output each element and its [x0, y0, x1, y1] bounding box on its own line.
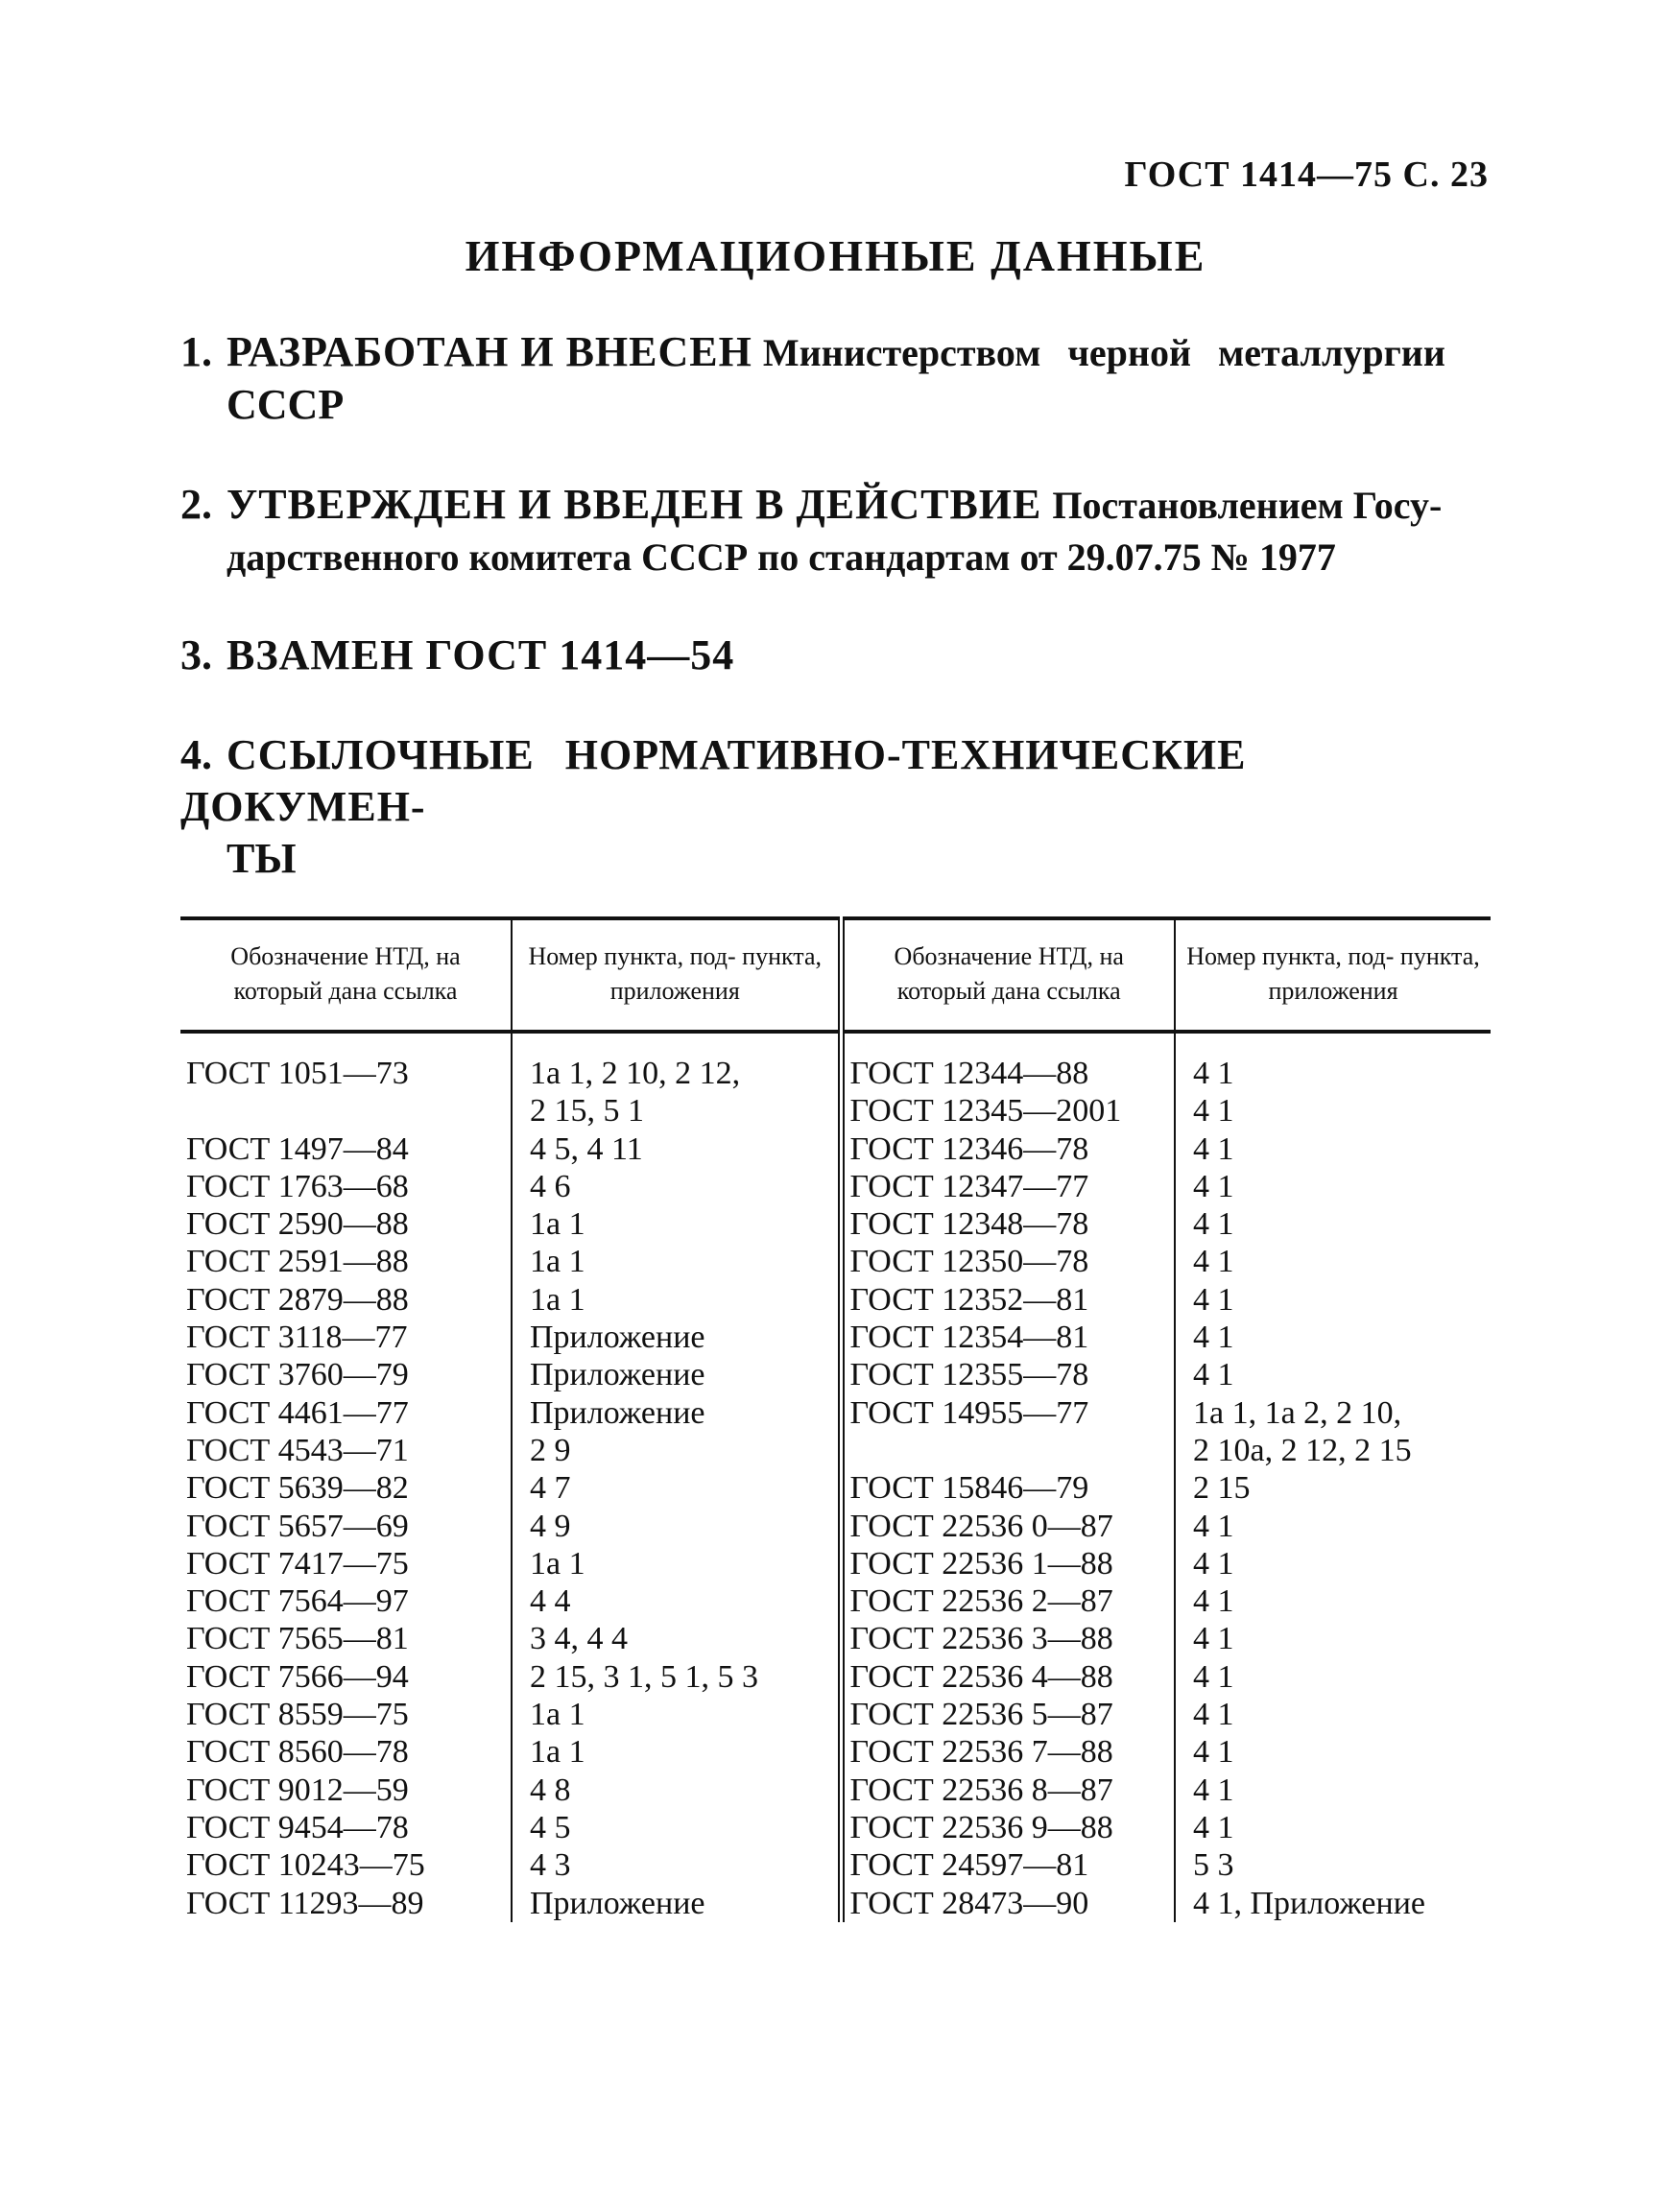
- doc-cell: ГОСТ 12350—78: [841, 1243, 1175, 1280]
- table-row: [180, 1772, 1491, 1809]
- clause-cell: 1а 1: [512, 1696, 841, 1733]
- table-header-row: [180, 918, 1491, 1032]
- clause-cell: 1а 1: [512, 1733, 841, 1771]
- document-title: ИНФОРМАЦИОННЫЕ ДАННЫЕ: [465, 231, 1206, 280]
- section-continuation: дарственного комитета СССР по стандартам от 29.07.75 № 1977: [227, 535, 1336, 579]
- clause-cell: 5 3: [1175, 1846, 1491, 1884]
- table-row: [180, 1696, 1491, 1733]
- clause-cell: Приложение: [512, 1394, 841, 1432]
- doc-cell: ГОСТ 1763—68: [186, 1168, 409, 1204]
- clause-cell: 1а 1: [512, 1281, 841, 1319]
- doc-cell: ГОСТ 7566—94: [186, 1658, 409, 1695]
- clause-cell: 4 1: [1175, 1319, 1491, 1356]
- clause-cell: 4 7: [512, 1469, 841, 1507]
- clause-cell: 4 1: [1175, 1356, 1491, 1393]
- table-row: [180, 1508, 1491, 1545]
- table-row: [180, 1243, 1491, 1280]
- table-row: [180, 1281, 1491, 1319]
- table-row: [180, 1394, 1491, 1432]
- table-row: [180, 1092, 1491, 1130]
- clause-cell: 3 4, 4 4: [512, 1620, 841, 1657]
- doc-cell: ГОСТ 12354—81: [841, 1319, 1175, 1356]
- doc-cell: ГОСТ 12347—77: [841, 1168, 1175, 1205]
- doc-cell: ГОСТ 22536 7—88: [841, 1733, 1175, 1771]
- doc-cell: ГОСТ 22536 0—87: [841, 1508, 1175, 1545]
- clause-cell: 4 4: [512, 1582, 841, 1620]
- doc-cell: ГОСТ 22536 1—88: [841, 1545, 1175, 1582]
- section-heading: ВЗАМЕН ГОСТ 1414—54: [227, 631, 735, 678]
- column-header-clause: Номер пункта, под- пункта, приложения: [512, 918, 841, 1032]
- section-continuation: СССР: [227, 381, 345, 428]
- clause-cell: 4 1: [1175, 1658, 1491, 1696]
- section-number: 3.: [180, 631, 212, 678]
- doc-cell: ГОСТ 22536 9—88: [841, 1809, 1175, 1846]
- doc-cell: [841, 1432, 1175, 1469]
- section-replaces: [180, 630, 1486, 681]
- table-row: [180, 1205, 1491, 1243]
- doc-cell: ГОСТ 1497—84: [186, 1130, 409, 1167]
- doc-cell: ГОСТ 2591—88: [186, 1244, 409, 1280]
- table-row: [180, 1356, 1491, 1393]
- clause-cell: 2 9: [512, 1432, 841, 1469]
- clause-cell: Приложение: [512, 1319, 841, 1356]
- doc-cell: [180, 1092, 512, 1130]
- info-sections: [180, 326, 1486, 885]
- clause-cell: 4 1: [1175, 1772, 1491, 1809]
- doc-cell: ГОСТ 12352—81: [841, 1281, 1175, 1319]
- section-developed: [180, 326, 1486, 431]
- section-heading: УТВЕРЖДЕН И ВВЕДЕН В ДЕЙСТВИЕ: [227, 481, 1042, 528]
- table-row: [180, 1620, 1491, 1657]
- doc-cell: ГОСТ 5639—82: [186, 1470, 409, 1507]
- clause-cell: 2 15, 3 1, 5 1, 5 3: [512, 1658, 841, 1696]
- clause-cell: 1а 1: [512, 1243, 841, 1280]
- table-row: [180, 1319, 1491, 1356]
- doc-cell: ГОСТ 7565—81: [186, 1621, 409, 1657]
- doc-cell: ГОСТ 12344—88: [841, 1032, 1175, 1092]
- clause-cell: 4 1, Приложение: [1175, 1885, 1491, 1922]
- doc-cell: ГОСТ 10243—75: [186, 1847, 425, 1884]
- clause-cell: 4 5, 4 11: [512, 1130, 841, 1168]
- clause-cell: 2 15: [1175, 1469, 1491, 1507]
- clause-cell: 4 1: [1175, 1508, 1491, 1545]
- doc-cell: ГОСТ 2879—88: [186, 1281, 409, 1318]
- doc-cell: ГОСТ 22536 3—88: [841, 1620, 1175, 1657]
- doc-cell: ГОСТ 3760—79: [186, 1357, 409, 1393]
- clause-cell: 4 1: [1175, 1243, 1491, 1280]
- clause-cell: 1а 1, 1а 2, 2 10,: [1175, 1394, 1491, 1432]
- clause-cell: 4 1: [1175, 1281, 1491, 1319]
- doc-cell: ГОСТ 4461—77: [186, 1394, 409, 1431]
- doc-cell: ГОСТ 14955—77: [841, 1394, 1175, 1432]
- clause-cell: 4 8: [512, 1772, 841, 1809]
- doc-cell: ГОСТ 12345—2001: [841, 1092, 1175, 1130]
- section-text: Министерством черной металлургии: [762, 331, 1445, 374]
- clause-cell: 4 1: [1175, 1733, 1491, 1771]
- doc-cell: ГОСТ 12346—78: [841, 1130, 1175, 1168]
- clause-cell: 4 1: [1175, 1620, 1491, 1657]
- section-number: 1.: [180, 328, 212, 375]
- doc-cell: ГОСТ 8560—78: [186, 1734, 409, 1771]
- doc-cell: ГОСТ 5657—69: [186, 1508, 409, 1544]
- doc-cell: ГОСТ 3118—77: [186, 1320, 408, 1356]
- table-row: [180, 1469, 1491, 1507]
- clause-cell: 4 3: [512, 1846, 841, 1884]
- references-table: [180, 916, 1491, 1922]
- table-row: [180, 1658, 1491, 1696]
- doc-cell: ГОСТ 4543—71: [186, 1432, 409, 1468]
- doc-cell: ГОСТ 22536 4—88: [841, 1658, 1175, 1696]
- doc-cell: ГОСТ 8559—75: [186, 1697, 409, 1733]
- clause-cell: 4 5: [512, 1809, 841, 1846]
- section-continuation: ТЫ: [227, 835, 297, 882]
- clause-cell: 4 1: [1175, 1130, 1491, 1168]
- table-row: [180, 1885, 1491, 1922]
- clause-cell: Приложение: [512, 1356, 841, 1393]
- doc-cell: ГОСТ 15846—79: [841, 1469, 1175, 1507]
- table-row: [180, 1846, 1491, 1884]
- doc-cell: ГОСТ 24597—81: [841, 1846, 1175, 1884]
- table-row: [180, 1130, 1491, 1168]
- doc-cell: ГОСТ 12355—78: [841, 1356, 1175, 1393]
- clause-cell: 2 10а, 2 12, 2 15: [1175, 1432, 1491, 1469]
- table-row: [180, 1032, 1491, 1092]
- clause-cell: 4 1: [1175, 1092, 1491, 1130]
- references-table-body: [180, 1032, 1491, 1922]
- doc-cell: ГОСТ 9012—59: [186, 1772, 409, 1808]
- doc-cell: ГОСТ 2590—88: [186, 1206, 409, 1243]
- doc-cell: ГОСТ 7417—75: [186, 1545, 409, 1582]
- clause-cell: 4 9: [512, 1508, 841, 1545]
- table-row: [180, 1809, 1491, 1846]
- clause-cell: 4 6: [512, 1168, 841, 1205]
- clause-cell: 4 1: [1175, 1696, 1491, 1733]
- doc-cell: ГОСТ 22536 8—87: [841, 1772, 1175, 1809]
- column-header-clause: Номер пункта, под- пункта, приложения: [1175, 918, 1491, 1032]
- doc-cell: ГОСТ 9454—78: [186, 1809, 409, 1845]
- doc-cell: ГОСТ 11293—89: [186, 1885, 424, 1921]
- section-references: [180, 729, 1486, 885]
- clause-cell: 1а 1, 2 10, 2 12,: [512, 1032, 841, 1092]
- table-row: [180, 1545, 1491, 1582]
- doc-cell: ГОСТ 1051—73: [186, 1056, 409, 1091]
- doc-cell: ГОСТ 22536 5—87: [841, 1696, 1175, 1733]
- section-number: 4.: [180, 731, 212, 778]
- doc-cell: ГОСТ 7564—97: [186, 1583, 409, 1620]
- clause-cell: 1а 1: [512, 1545, 841, 1582]
- section-number: 2.: [180, 481, 212, 528]
- clause-cell: 4 1: [1175, 1032, 1491, 1092]
- clause-cell: 2 15, 5 1: [512, 1092, 841, 1130]
- clause-cell: 4 1: [1175, 1205, 1491, 1243]
- doc-cell: ГОСТ 12348—78: [841, 1205, 1175, 1243]
- clause-cell: 4 1: [1175, 1809, 1491, 1846]
- clause-cell: 1а 1: [512, 1205, 841, 1243]
- section-approved: [180, 479, 1486, 583]
- section-heading: ССЫЛОЧНЫЕ НОРМАТИВНО-ТЕХНИЧЕСКИЕ ДОКУМЕН-: [180, 731, 1247, 830]
- table-row: [180, 1582, 1491, 1620]
- table-row: [180, 1432, 1491, 1469]
- clause-cell: 4 1: [1175, 1582, 1491, 1620]
- clause-cell: Приложение: [512, 1885, 841, 1922]
- section-text: Постановлением Госу-: [1052, 484, 1443, 527]
- doc-cell: ГОСТ 22536 2—87: [841, 1582, 1175, 1620]
- table-row: [180, 1168, 1491, 1205]
- section-heading: РАЗРАБОТАН И ВНЕСЕН: [227, 328, 752, 375]
- column-header-doc: Обозначение НТД, на который дана ссылка: [180, 918, 512, 1032]
- page-header: ГОСТ 1414—75 С. 23: [1124, 155, 1489, 195]
- doc-cell: ГОСТ 28473—90: [841, 1885, 1175, 1922]
- table-row: [180, 1733, 1491, 1771]
- clause-cell: 4 1: [1175, 1168, 1491, 1205]
- column-header-doc: Обозначение НТД, на который дана ссылка: [841, 918, 1175, 1032]
- clause-cell: 4 1: [1175, 1545, 1491, 1582]
